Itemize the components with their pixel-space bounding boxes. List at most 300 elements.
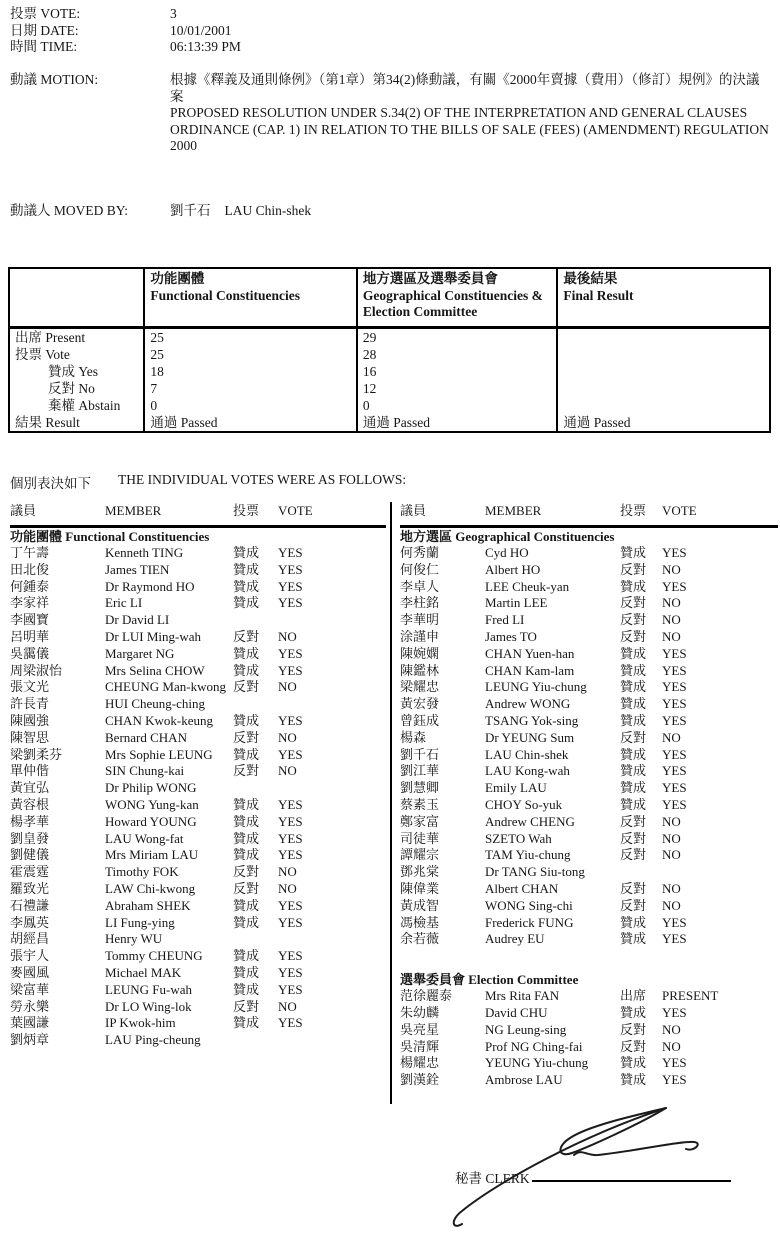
members-table-right-body xyxy=(400,528,778,1089)
member-name-en: Mrs Rita FAN xyxy=(485,988,560,1004)
member-name-zh: 葉國謙 xyxy=(10,1015,50,1031)
member-vote-en: YES xyxy=(662,662,687,678)
moved-by-block xyxy=(10,199,311,219)
member-name-en: Timothy FOK xyxy=(105,864,179,880)
member-name-zh: 何俊仁 xyxy=(400,561,440,577)
member-vote-zh: 贊成 xyxy=(233,796,260,812)
member-vote-zh: 贊成 xyxy=(233,981,260,997)
member-vote-zh: 贊成 xyxy=(233,897,260,913)
member-name-en: WONG Sing-chi xyxy=(485,897,573,913)
member-row xyxy=(10,730,386,747)
summary-row xyxy=(9,397,770,414)
moved-by-label: 動議人 MOVED BY: xyxy=(10,203,129,218)
member-name-en: Ambrose LAU xyxy=(485,1072,563,1088)
member-vote-en: NO xyxy=(662,628,681,644)
summary-cell: 7 xyxy=(144,380,357,397)
member-name-en: Mrs Sophie LEUNG xyxy=(105,746,213,762)
summary-cell: 0 xyxy=(357,397,558,414)
member-vote-en: YES xyxy=(278,578,303,594)
member-vote-zh: 反對 xyxy=(620,561,647,577)
summary-row-label: 棄權 Abstain xyxy=(48,398,121,413)
member-row xyxy=(400,1022,778,1039)
member-name-zh: 陳國強 xyxy=(10,712,50,728)
member-name-en: Michael MAK xyxy=(105,964,182,980)
col-header-member-en: MEMBER xyxy=(485,503,542,518)
members-table-right xyxy=(400,503,778,1089)
member-vote-zh: 贊成 xyxy=(233,1015,260,1031)
time-label: 時間 TIME: xyxy=(10,39,78,54)
member-vote-en: YES xyxy=(662,914,687,930)
member-row xyxy=(400,612,778,629)
member-vote-en: YES xyxy=(278,595,303,611)
member-name-en: Andrew WONG xyxy=(485,696,571,712)
member-name-en: CHAN Yuen-han xyxy=(485,645,575,661)
member-vote-zh: 反對 xyxy=(620,612,647,628)
member-name-zh: 劉健儀 xyxy=(10,847,50,863)
member-name-en: Dr LO Wing-lok xyxy=(105,998,192,1014)
member-row xyxy=(10,780,386,797)
member-name-zh: 梁劉柔芬 xyxy=(10,746,63,762)
member-name-en: SZETO Wah xyxy=(485,830,552,846)
member-row xyxy=(400,646,778,663)
member-name-en: LEUNG Yiu-chung xyxy=(485,679,587,695)
member-row xyxy=(400,562,778,579)
member-name-zh: 曾鈺成 xyxy=(400,712,440,728)
member-name-en: WONG Yung-kan xyxy=(105,796,199,812)
member-name-zh: 石禮謙 xyxy=(10,897,50,913)
member-vote-en: NO xyxy=(662,880,681,896)
member-vote-zh: 贊成 xyxy=(233,578,260,594)
summary-header-geographical-en: Geographical Constituencies & Election Committee xyxy=(362,287,543,319)
member-row xyxy=(10,999,386,1016)
member-name-zh: 呂明華 xyxy=(10,628,50,644)
member-vote-zh: 反對 xyxy=(620,847,647,863)
member-vote-en: YES xyxy=(662,1004,687,1020)
member-name-en: LEUNG Fu-wah xyxy=(105,981,193,997)
member-name-en: Cyd HO xyxy=(485,545,529,560)
member-vote-en: YES xyxy=(278,847,303,863)
member-row xyxy=(10,763,386,780)
summary-row xyxy=(9,414,770,432)
member-vote-en: NO xyxy=(278,864,297,880)
member-name-en: YEUNG Yiu-chung xyxy=(485,1055,589,1071)
member-vote-en: YES xyxy=(662,763,687,779)
member-name-en: SIN Chung-kai xyxy=(105,763,185,779)
member-vote-zh: 贊成 xyxy=(233,662,260,678)
member-vote-zh: 贊成 xyxy=(620,1072,647,1088)
member-name-zh: 梁耀忠 xyxy=(400,679,440,695)
member-row xyxy=(400,629,778,646)
member-row xyxy=(10,831,386,848)
member-name-zh: 張文光 xyxy=(10,679,50,695)
summary-cell: 25 xyxy=(144,328,357,347)
vote-number-row xyxy=(10,6,241,23)
member-name-en: Tommy CHEUNG xyxy=(105,948,203,964)
member-row xyxy=(400,1005,778,1022)
member-vote-zh: 贊成 xyxy=(233,948,260,964)
member-name-zh: 胡經昌 xyxy=(10,931,50,947)
member-row xyxy=(10,679,386,696)
member-name-en: Abraham SHEK xyxy=(105,897,191,913)
clerk-signature-icon xyxy=(440,1078,780,1238)
member-vote-en: YES xyxy=(278,1015,303,1031)
summary-header-final-en: Final Result xyxy=(563,287,634,303)
member-name-zh: 司徒華 xyxy=(400,830,440,846)
member-name-zh: 黃宜弘 xyxy=(10,780,50,796)
member-vote-en: YES xyxy=(662,679,687,695)
member-name-zh: 張宇人 xyxy=(10,948,50,964)
summary-row-label: 投票 Vote xyxy=(15,347,70,362)
member-name-en: Albert CHAN xyxy=(485,880,559,896)
member-vote-zh: 贊成 xyxy=(233,746,260,762)
member-name-zh: 麥國風 xyxy=(10,964,50,980)
member-name-zh: 勞永樂 xyxy=(10,998,50,1014)
col-header-member-en: MEMBER xyxy=(105,503,162,518)
member-row xyxy=(400,679,778,696)
member-name-en: TSANG Yok-sing xyxy=(485,712,579,728)
summary-header-final xyxy=(557,268,770,328)
member-name-en: Dr TANG Siu-tong xyxy=(485,864,585,880)
member-name-zh: 鄧兆棠 xyxy=(400,864,440,880)
member-row xyxy=(10,545,386,562)
member-name-zh: 譚耀宗 xyxy=(400,847,440,863)
member-vote-zh: 贊成 xyxy=(233,645,260,661)
member-vote-zh: 贊成 xyxy=(233,964,260,980)
col-header-vote-zh: 投票 xyxy=(620,503,647,518)
member-row xyxy=(10,1032,386,1049)
member-name-en: CHOY So-yuk xyxy=(485,796,563,812)
member-vote-zh: 出席 xyxy=(620,988,647,1004)
member-name-en: LAW Chi-kwong xyxy=(105,880,196,896)
member-vote-zh: 反對 xyxy=(233,679,260,695)
member-name-zh: 陳智思 xyxy=(10,729,50,745)
moved-by-name-en: LAU Chin-shek xyxy=(224,203,312,218)
member-name-en: Margaret NG xyxy=(105,645,175,661)
member-name-zh: 李華明 xyxy=(400,612,440,628)
member-vote-en: NO xyxy=(278,880,297,896)
member-name-zh: 李卓人 xyxy=(400,578,440,594)
summary-cell xyxy=(557,328,770,347)
member-vote-zh: 贊成 xyxy=(620,931,647,947)
member-name-zh: 梁富華 xyxy=(10,981,50,997)
member-vote-en: YES xyxy=(278,712,303,728)
member-vote-zh xyxy=(620,864,662,881)
member-name-en: LAU Ping-cheung xyxy=(105,1032,201,1048)
member-row xyxy=(400,881,778,898)
member-vote-en: NO xyxy=(278,998,297,1014)
vote-number-value: 3 xyxy=(170,6,177,21)
member-name-zh: 劉慧卿 xyxy=(400,780,440,796)
summary-row xyxy=(9,328,770,347)
summary-header-geographical-zh: 地方選區及選舉委員會 xyxy=(362,271,498,286)
member-row xyxy=(400,931,778,948)
summary-table-body xyxy=(9,328,770,433)
member-row xyxy=(400,595,778,612)
member-name-en: CHAN Kwok-keung xyxy=(105,712,213,728)
member-row xyxy=(400,988,778,1005)
member-vote-en: NO xyxy=(278,679,297,695)
member-vote-zh: 贊成 xyxy=(233,561,260,577)
member-vote-en xyxy=(278,612,386,629)
member-vote-zh: 反對 xyxy=(620,897,647,913)
member-vote-zh: 贊成 xyxy=(620,780,647,796)
summary-header-functional-en: Functional Constituencies xyxy=(150,287,300,303)
member-name-en: Kenneth TING xyxy=(105,545,184,560)
motion-text-zh: 根據《釋義及通則條例》（第1章）第34(2)條動議，有關《2000年賣據（費用）（修訂）規例》的決議案 xyxy=(170,72,760,104)
col-header-vote-en: VOTE xyxy=(278,503,313,518)
member-vote-en: NO xyxy=(662,729,681,745)
member-row xyxy=(10,965,386,982)
summary-row-label: 贊成 Yes xyxy=(48,364,99,379)
member-name-zh: 蔡素玉 xyxy=(400,796,440,812)
member-vote-zh: 贊成 xyxy=(233,830,260,846)
member-row xyxy=(10,847,386,864)
member-row xyxy=(400,915,778,932)
motion-block xyxy=(10,72,770,155)
summary-cell: 16 xyxy=(357,363,558,380)
member-row xyxy=(10,864,386,881)
member-row xyxy=(400,747,778,764)
member-vote-en: YES xyxy=(662,931,687,947)
col-header-vote-en: VOTE xyxy=(662,503,697,518)
member-name-en: HUI Cheung-ching xyxy=(105,696,206,712)
member-name-zh: 余若薇 xyxy=(400,931,440,947)
member-vote-en: YES xyxy=(662,696,687,712)
member-vote-zh: 贊成 xyxy=(620,914,647,930)
member-name-en: Prof NG Ching-fai xyxy=(485,1038,583,1054)
member-vote-en: YES xyxy=(278,830,303,846)
member-name-zh: 黃成智 xyxy=(400,897,440,913)
member-vote-zh: 贊成 xyxy=(620,679,647,695)
col-header-member-zh: 議員 xyxy=(400,503,427,518)
members-table-left-header xyxy=(10,503,386,528)
member-name-zh: 單仲偕 xyxy=(10,763,50,779)
summary-header-geographical xyxy=(357,268,558,328)
member-row xyxy=(400,579,778,596)
member-vote-zh: 贊成 xyxy=(620,1004,647,1020)
member-vote-zh: 贊成 xyxy=(233,813,260,829)
summary-cell xyxy=(557,346,770,363)
member-vote-en: YES xyxy=(278,662,303,678)
member-row xyxy=(400,847,778,864)
member-vote-zh: 反對 xyxy=(620,1021,647,1037)
member-vote-en: YES xyxy=(662,780,687,796)
member-name-zh: 周梁淑怡 xyxy=(10,662,63,678)
member-vote-en: NO xyxy=(662,813,681,829)
member-name-zh: 吳清輝 xyxy=(400,1038,440,1054)
member-name-zh: 李鳳英 xyxy=(10,914,50,930)
member-vote-en: YES xyxy=(278,948,303,964)
member-vote-zh: 贊成 xyxy=(620,578,647,594)
member-name-zh: 楊孝華 xyxy=(10,813,50,829)
member-vote-zh: 反對 xyxy=(620,729,647,745)
column-divider-line xyxy=(390,502,392,1104)
member-vote-zh: 反對 xyxy=(620,830,647,846)
member-name-zh: 陳鑑林 xyxy=(400,662,440,678)
member-vote-en: YES xyxy=(278,746,303,762)
member-vote-en: NO xyxy=(662,612,681,628)
member-row xyxy=(10,982,386,999)
members-table-left-body xyxy=(10,528,386,1049)
member-name-en: Dr Philip WONG xyxy=(105,780,197,796)
member-name-zh: 劉千石 xyxy=(400,746,440,762)
summary-cell xyxy=(557,397,770,414)
member-name-en: CHEUNG Man-kwong xyxy=(105,679,226,695)
member-name-zh: 劉皇發 xyxy=(10,830,50,846)
member-row xyxy=(400,864,778,881)
member-name-en: LEE Cheuk-yan xyxy=(485,578,570,594)
member-name-en: IP Kwok-him xyxy=(105,1015,176,1031)
member-vote-zh: 反對 xyxy=(233,998,260,1014)
member-name-zh: 李國寶 xyxy=(10,612,50,628)
member-row xyxy=(10,713,386,730)
section-title: 地方選區 Geographical Constituencies xyxy=(400,529,615,544)
member-name-zh: 田北俊 xyxy=(10,561,50,577)
summary-cell: 29 xyxy=(357,328,558,347)
time-row xyxy=(10,39,241,56)
member-vote-zh: 贊成 xyxy=(620,645,647,661)
member-vote-zh: 反對 xyxy=(620,1038,647,1054)
member-vote-en: NO xyxy=(662,830,681,846)
member-name-zh: 劉炳章 xyxy=(10,1032,50,1048)
member-name-en: Audrey EU xyxy=(485,931,545,947)
summary-row-label: 出席 Present xyxy=(15,330,86,345)
member-vote-zh: 贊成 xyxy=(620,545,647,560)
summary-header-functional xyxy=(144,268,357,328)
member-name-en: Eric LI xyxy=(105,595,143,611)
member-vote-en: YES xyxy=(278,981,303,997)
member-row xyxy=(10,948,386,965)
section-title: 選舉委員會 Election Committee xyxy=(400,972,579,988)
member-row xyxy=(400,780,778,797)
summary-cell: 通過 Passed xyxy=(557,414,770,432)
member-vote-zh: 贊成 xyxy=(233,914,260,930)
time-value: 06:13:39 PM xyxy=(170,39,241,54)
member-vote-en xyxy=(278,696,386,713)
member-name-en: Dr Raymond HO xyxy=(105,578,195,594)
date-value: 10/01/2001 xyxy=(170,22,232,38)
member-row xyxy=(10,881,386,898)
member-name-en: Mrs Selina CHOW xyxy=(105,662,205,678)
member-vote-zh: 反對 xyxy=(233,864,260,880)
member-vote-zh: 贊成 xyxy=(620,662,647,678)
member-vote-zh: 反對 xyxy=(233,763,260,779)
member-name-en: LAU Wong-fat xyxy=(105,830,184,846)
member-name-zh: 何鍾泰 xyxy=(10,578,50,594)
member-name-zh: 涂謹申 xyxy=(400,628,440,644)
member-name-en: Howard YOUNG xyxy=(105,813,197,829)
member-name-zh: 羅致光 xyxy=(10,880,50,896)
summary-row xyxy=(9,380,770,397)
member-name-en: Henry WU xyxy=(105,931,163,947)
summary-row xyxy=(9,346,770,363)
member-name-zh: 楊森 xyxy=(400,729,427,745)
member-vote-en: YES xyxy=(662,712,687,728)
summary-cell: 28 xyxy=(357,346,558,363)
member-vote-en xyxy=(662,864,778,881)
member-vote-en: NO xyxy=(662,1021,681,1037)
member-row xyxy=(10,747,386,764)
member-name-zh: 何秀蘭 xyxy=(400,545,440,560)
document-header xyxy=(10,6,241,56)
clerk-label: 秘書 CLERK xyxy=(455,1171,530,1186)
member-name-zh: 楊耀忠 xyxy=(400,1055,440,1071)
member-vote-en xyxy=(278,1032,386,1049)
member-name-en: Emily LAU xyxy=(485,780,547,796)
member-vote-zh: 反對 xyxy=(620,595,647,611)
member-name-en: LAU Chin-shek xyxy=(485,746,569,762)
member-row xyxy=(10,579,386,596)
member-vote-en: NO xyxy=(278,628,297,644)
member-row xyxy=(10,646,386,663)
member-vote-zh: 贊成 xyxy=(233,847,260,863)
individual-votes-intro-en: THE INDIVIDUAL VOTES WERE AS FOLLOWS: xyxy=(118,472,407,487)
member-vote-zh: 贊成 xyxy=(233,545,260,560)
member-vote-zh: 贊成 xyxy=(620,1055,647,1071)
member-row xyxy=(400,545,778,562)
member-row xyxy=(10,663,386,680)
member-vote-en: NO xyxy=(662,561,681,577)
member-vote-en: NO xyxy=(278,729,297,745)
member-vote-zh: 贊成 xyxy=(233,595,260,611)
member-name-en: TAM Yiu-chung xyxy=(485,847,571,863)
member-name-zh: 黃容根 xyxy=(10,796,50,812)
member-vote-zh: 贊成 xyxy=(620,763,647,779)
summary-cell: 18 xyxy=(144,363,357,380)
summary-row xyxy=(9,363,770,380)
member-vote-zh: 贊成 xyxy=(233,712,260,728)
member-name-zh: 吳亮星 xyxy=(400,1021,440,1037)
member-row xyxy=(10,696,386,713)
member-row xyxy=(400,663,778,680)
summary-row-label: 結果 Result xyxy=(15,415,80,430)
member-name-zh: 李柱銘 xyxy=(400,595,440,611)
members-table-left xyxy=(10,503,386,1049)
member-name-en: James TIEN xyxy=(105,561,170,577)
member-name-en: Andrew CHENG xyxy=(485,813,575,829)
member-vote-zh xyxy=(233,931,278,948)
member-vote-zh: 反對 xyxy=(233,880,260,896)
member-vote-en xyxy=(278,931,386,948)
member-name-zh: 丁午壽 xyxy=(10,545,50,560)
member-name-zh: 馮檢基 xyxy=(400,914,440,930)
motion-text xyxy=(170,72,770,155)
member-vote-en: YES xyxy=(662,746,687,762)
member-vote-en: YES xyxy=(662,1072,687,1088)
member-name-en: Frederick FUNG xyxy=(485,914,574,930)
member-vote-en: YES xyxy=(278,964,303,980)
summary-cell xyxy=(557,380,770,397)
member-vote-zh: 贊成 xyxy=(620,712,647,728)
member-vote-zh: 反對 xyxy=(233,729,260,745)
member-name-en: James TO xyxy=(485,628,537,644)
member-vote-zh xyxy=(233,612,278,629)
summary-header-empty xyxy=(9,268,144,328)
member-row xyxy=(10,898,386,915)
member-vote-en: NO xyxy=(662,595,681,611)
member-row xyxy=(10,612,386,629)
summary-row-label: 反對 No xyxy=(48,381,95,396)
member-name-zh: 李家祥 xyxy=(10,595,50,611)
summary-cell: 12 xyxy=(357,380,558,397)
member-row xyxy=(10,814,386,831)
summary-table-header xyxy=(9,268,770,328)
member-name-en: Mrs Miriam LAU xyxy=(105,847,199,863)
member-vote-en: YES xyxy=(278,545,303,560)
member-row xyxy=(10,1015,386,1032)
member-vote-zh: 反對 xyxy=(233,628,260,644)
member-row xyxy=(400,1055,778,1072)
